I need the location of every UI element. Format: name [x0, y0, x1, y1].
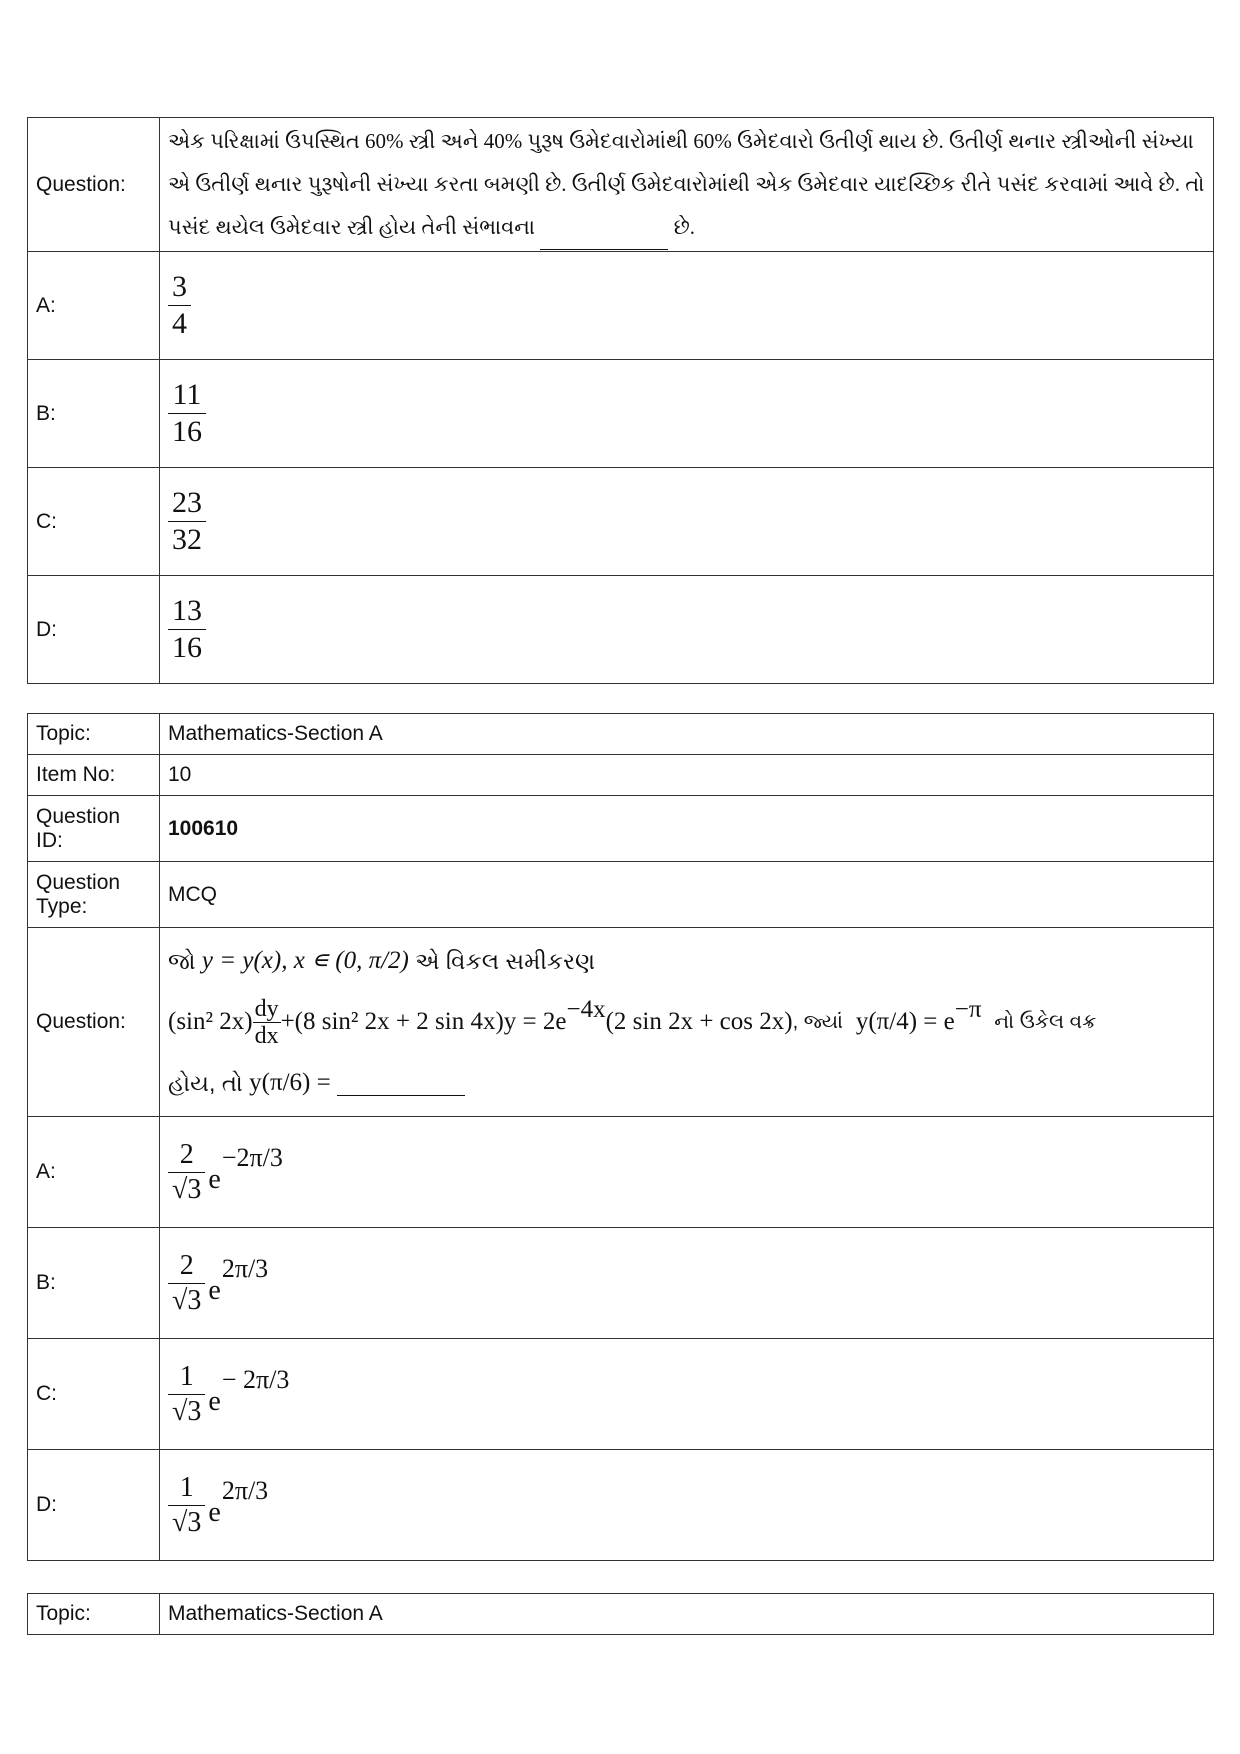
numerator: 3	[168, 269, 191, 306]
q2-part-a: (sin² 2x)	[168, 1008, 253, 1035]
denominator: √3	[172, 1284, 202, 1316]
question-end: છે.	[673, 214, 696, 239]
numerator: 1	[168, 1471, 205, 1506]
denominator: 32	[172, 523, 202, 556]
q2-part-c: (2 sin 2x + cos 2x)	[605, 1008, 793, 1035]
q2-condition-exponent: −π	[954, 996, 982, 1023]
q2-condition: y(π/4) = e	[855, 1008, 955, 1035]
numerator: 13	[168, 593, 206, 630]
exponent: − 2π/3	[221, 1365, 290, 1394]
option-label-c: C:	[28, 468, 160, 576]
denominator: √3	[172, 1173, 202, 1205]
topic-value: Mathematics-Section A	[160, 714, 1214, 755]
option-d	[160, 1450, 1214, 1561]
question-line-1	[168, 939, 1205, 983]
coefficient-fraction	[168, 1471, 205, 1540]
option-a-expression	[168, 1138, 283, 1207]
answer-blank	[337, 1071, 465, 1096]
option-label-a: A:	[28, 252, 160, 360]
question-type-value: MCQ	[160, 862, 1214, 928]
question-label: Question:	[28, 118, 160, 252]
numerator: 23	[168, 485, 206, 522]
dy-dx-fraction	[253, 996, 281, 1049]
numerator: 1	[168, 1360, 205, 1395]
coefficient-fraction	[168, 1138, 205, 1207]
denominator: √3	[172, 1395, 202, 1427]
denominator: 4	[172, 307, 187, 340]
denominator: 16	[172, 415, 202, 448]
option-b-expression	[168, 1249, 268, 1318]
option-d-fraction	[168, 593, 206, 666]
base-e: e	[208, 1497, 221, 1528]
question-type-label: Question Type:	[28, 862, 160, 928]
exponent: −2π/3	[221, 1143, 283, 1172]
option-label-b: B:	[28, 1228, 160, 1339]
topic-label: Topic:	[28, 1594, 160, 1635]
question-label: Question:	[28, 928, 160, 1117]
option-b	[160, 360, 1214, 468]
exponent: 2π/3	[221, 1254, 269, 1283]
option-b-fraction	[168, 377, 206, 450]
q1-math: y = y(x), x ∊ (0, π/2)	[201, 947, 409, 974]
q1-suffix: એ વિકલ સમીકરણ	[415, 948, 596, 974]
topic-value: Mathematics-Section A	[160, 1594, 1214, 1635]
question-body: એક પરિક્ષામાં ઉપસ્થિત 60% સ્ત્રી અને 40% પુરૂષ ઉમેદવારોમાંથી 60% ઉમેદવારો ઉતીર્ણ થાય છે. ઉતીર્ણ થનાર સ્ત્રીઓની સંખ્યા એ ઉતીર્ણ થનાર પુરૂષોની સંખ્યા કરતા બમણી છે. ઉતીર્ણ ઉમેદવારોમાંથી એક ઉમેદવાર યાદચ્છિક રીતે પસંદ કરવામાં આવે છે. તો પસંદ થયેલ ઉમેદવાર સ્ત્રી હોય તેની સંભાવના	[168, 128, 1205, 239]
numerator: 2	[168, 1138, 205, 1173]
option-c	[160, 1339, 1214, 1450]
option-label-a: A:	[28, 1117, 160, 1228]
option-d	[160, 576, 1214, 684]
option-label-d: D:	[28, 1450, 160, 1561]
option-c-expression	[168, 1360, 289, 1429]
q2-part-b: +(8 sin² 2x + 2 sin 4x)y = 2e	[280, 1008, 567, 1035]
q2-where: , જ્યાં	[792, 1011, 844, 1033]
answer-blank	[540, 206, 668, 250]
question-id-label: Question ID:	[28, 796, 160, 862]
question-id-value: 100610	[160, 796, 1214, 862]
q2-suffix: નો ઉકેલ વક્ર	[994, 1011, 1097, 1033]
option-d-expression	[168, 1471, 268, 1540]
numerator: 2	[168, 1249, 205, 1284]
option-label-d: D:	[28, 576, 160, 684]
base-e: e	[208, 1164, 221, 1195]
q1-prefix: જો	[168, 948, 196, 974]
question-block-3	[27, 1593, 1214, 1635]
item-no-value: 10	[160, 755, 1214, 796]
item-no-label: Item No:	[28, 755, 160, 796]
coefficient-fraction	[168, 1360, 205, 1429]
denominator: √3	[172, 1506, 202, 1538]
option-a	[160, 1117, 1214, 1228]
option-b	[160, 1228, 1214, 1339]
coefficient-fraction	[168, 1249, 205, 1318]
topic-label: Topic:	[28, 714, 160, 755]
question-line-2	[168, 983, 1205, 1061]
base-e: e	[208, 1386, 221, 1417]
dx: dx	[254, 1022, 279, 1049]
q2-exponent: −4x	[566, 996, 606, 1023]
numerator: 11	[168, 377, 206, 414]
option-label-b: B:	[28, 360, 160, 468]
question-line-3	[168, 1061, 1205, 1105]
dy: dy	[254, 995, 279, 1022]
q3-prefix: હોય, તો	[168, 1070, 243, 1096]
exponent: 2π/3	[221, 1476, 269, 1505]
q3-math: y(π/6) =	[249, 1069, 331, 1096]
denominator: 16	[172, 631, 202, 664]
base-e: e	[208, 1275, 221, 1306]
option-a-fraction	[168, 269, 191, 342]
option-label-c: C:	[28, 1339, 160, 1450]
question-text	[160, 928, 1214, 1117]
question-block-2	[27, 713, 1214, 1561]
option-c	[160, 468, 1214, 576]
option-c-fraction	[168, 485, 206, 558]
question-text	[160, 118, 1214, 252]
question-block-1	[27, 117, 1214, 684]
option-a	[160, 252, 1214, 360]
